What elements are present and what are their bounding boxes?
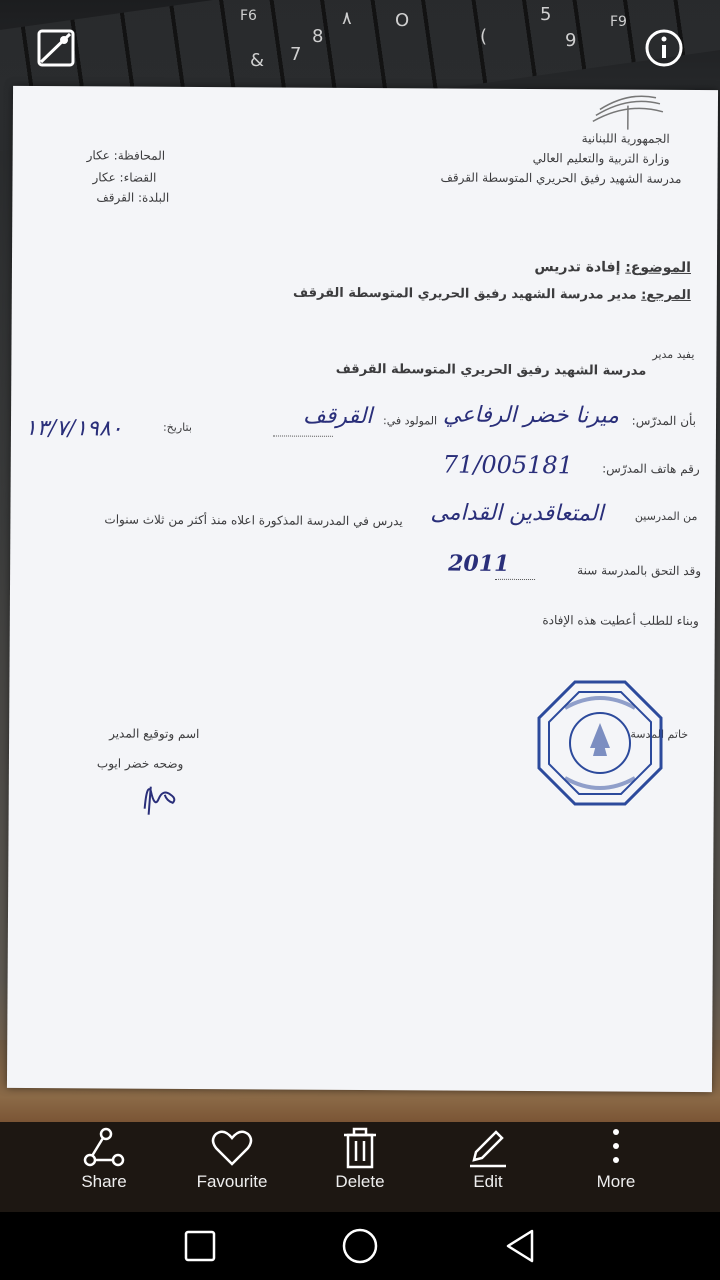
- share-icon: [82, 1126, 126, 1170]
- reference-line: [293, 286, 691, 303]
- back-triangle-icon: [500, 1226, 540, 1266]
- closing-text: وبناء للطلب أعطيت هذه الإفادة: [542, 613, 699, 629]
- info-icon: [644, 28, 684, 68]
- header-republic: الجمهورية اللبنانية: [581, 131, 670, 146]
- subject-value: إفادة تدريس: [534, 259, 621, 276]
- intro-prefix: يفيد مدير: [652, 347, 695, 362]
- intro-school: مدرسة الشهيد رفيق الحريري المتوسطة القرقف: [335, 361, 647, 379]
- header-ministry: وزارة التربية والتعليم العالي: [532, 151, 670, 166]
- favourite-button[interactable]: [172, 1122, 292, 1212]
- keyboard-key: F6: [240, 8, 257, 24]
- reference-value: مدير مدرسة الشهيد رفيق الحريري المتوسطة القرقف: [292, 285, 637, 303]
- teacher-label: بأن المدرّس:: [631, 413, 697, 429]
- heart-icon: [210, 1126, 254, 1170]
- gallery-thumbnail-button[interactable]: [36, 28, 76, 68]
- joined-label: وقد التحق بالمدرسة سنة: [577, 563, 702, 579]
- header-district: القضاء: عكار: [92, 170, 157, 185]
- back-button[interactable]: [500, 1226, 540, 1266]
- reference-label: المرجع:: [641, 287, 691, 303]
- teachers-value: المتعاقدين القدامى: [430, 500, 604, 527]
- keyboard-key: ٨: [342, 8, 352, 29]
- more-label: More: [596, 1172, 636, 1191]
- delete-label: Delete: [335, 1172, 385, 1191]
- action-bar: [0, 1122, 720, 1212]
- teacher-value: ميرنا خضر الرفاعي: [442, 402, 619, 429]
- date-value: ١٣/٧/١٩٨٠: [24, 415, 123, 442]
- cedar-emblem-icon: [588, 91, 668, 131]
- keyboard-key: 8: [312, 26, 324, 47]
- date-label: بتاريخ:: [162, 420, 192, 434]
- keyboard-key: 5: [540, 4, 552, 25]
- school-stamp: [535, 678, 665, 808]
- edit-label: Edit: [473, 1172, 503, 1191]
- born-label: المولود في:: [382, 414, 438, 428]
- keyboard-key: O: [395, 10, 410, 31]
- delete-button[interactable]: [300, 1122, 420, 1212]
- favourite-label: Favourite: [196, 1172, 268, 1191]
- director-signature: [137, 779, 187, 819]
- share-label: Share: [81, 1172, 127, 1191]
- document-paper: [7, 86, 718, 1092]
- square-icon: [180, 1226, 220, 1266]
- circle-icon: [340, 1226, 380, 1266]
- phone-label: رقم هاتف المدرّس:: [602, 461, 700, 477]
- teachers-prefix: من المدرسين: [634, 509, 698, 524]
- signature-label: اسم وتوقيع المدير: [109, 726, 200, 742]
- born-dots: [273, 435, 333, 436]
- share-button[interactable]: [44, 1122, 164, 1212]
- stamp-label: خاتم المدسة: [630, 727, 689, 741]
- born-value: القرقف: [302, 403, 373, 430]
- keyboard-key: F9: [610, 14, 627, 30]
- teachers-suffix: يدرس في المدرسة المذكورة اعلاه منذ أكثر من ثلاث سنوات: [104, 512, 403, 529]
- image-icon: [36, 28, 76, 68]
- keyboard-key: &: [250, 50, 265, 71]
- edit-button[interactable]: [428, 1122, 548, 1212]
- more-button[interactable]: [556, 1122, 676, 1212]
- header-school: مدرسة الشهيد رفيق الحريري المتوسطة القرقف: [440, 170, 682, 186]
- phone-value: 71/005181: [442, 450, 574, 480]
- keyboard-key: 9: [565, 30, 577, 51]
- director-name: وضحه خضر ايوب: [96, 756, 184, 771]
- recents-button[interactable]: [180, 1226, 220, 1266]
- header-town: البلدة: القرقف: [96, 190, 170, 205]
- keyboard-key: 7: [290, 44, 302, 65]
- trash-icon: [338, 1126, 382, 1170]
- header-governorate: المحافظة: عكار: [86, 148, 166, 163]
- home-button[interactable]: [340, 1226, 380, 1266]
- pencil-icon: [466, 1126, 510, 1170]
- joined-dots: [495, 579, 535, 580]
- subject-label: الموضوع:: [625, 259, 692, 277]
- system-navigation-bar: [0, 1212, 720, 1280]
- subject-line: [534, 259, 691, 276]
- more-vertical-icon: [594, 1126, 638, 1170]
- keyboard-key: (: [480, 26, 488, 47]
- details-button[interactable]: [644, 28, 684, 68]
- joined-value: 2011: [448, 550, 510, 577]
